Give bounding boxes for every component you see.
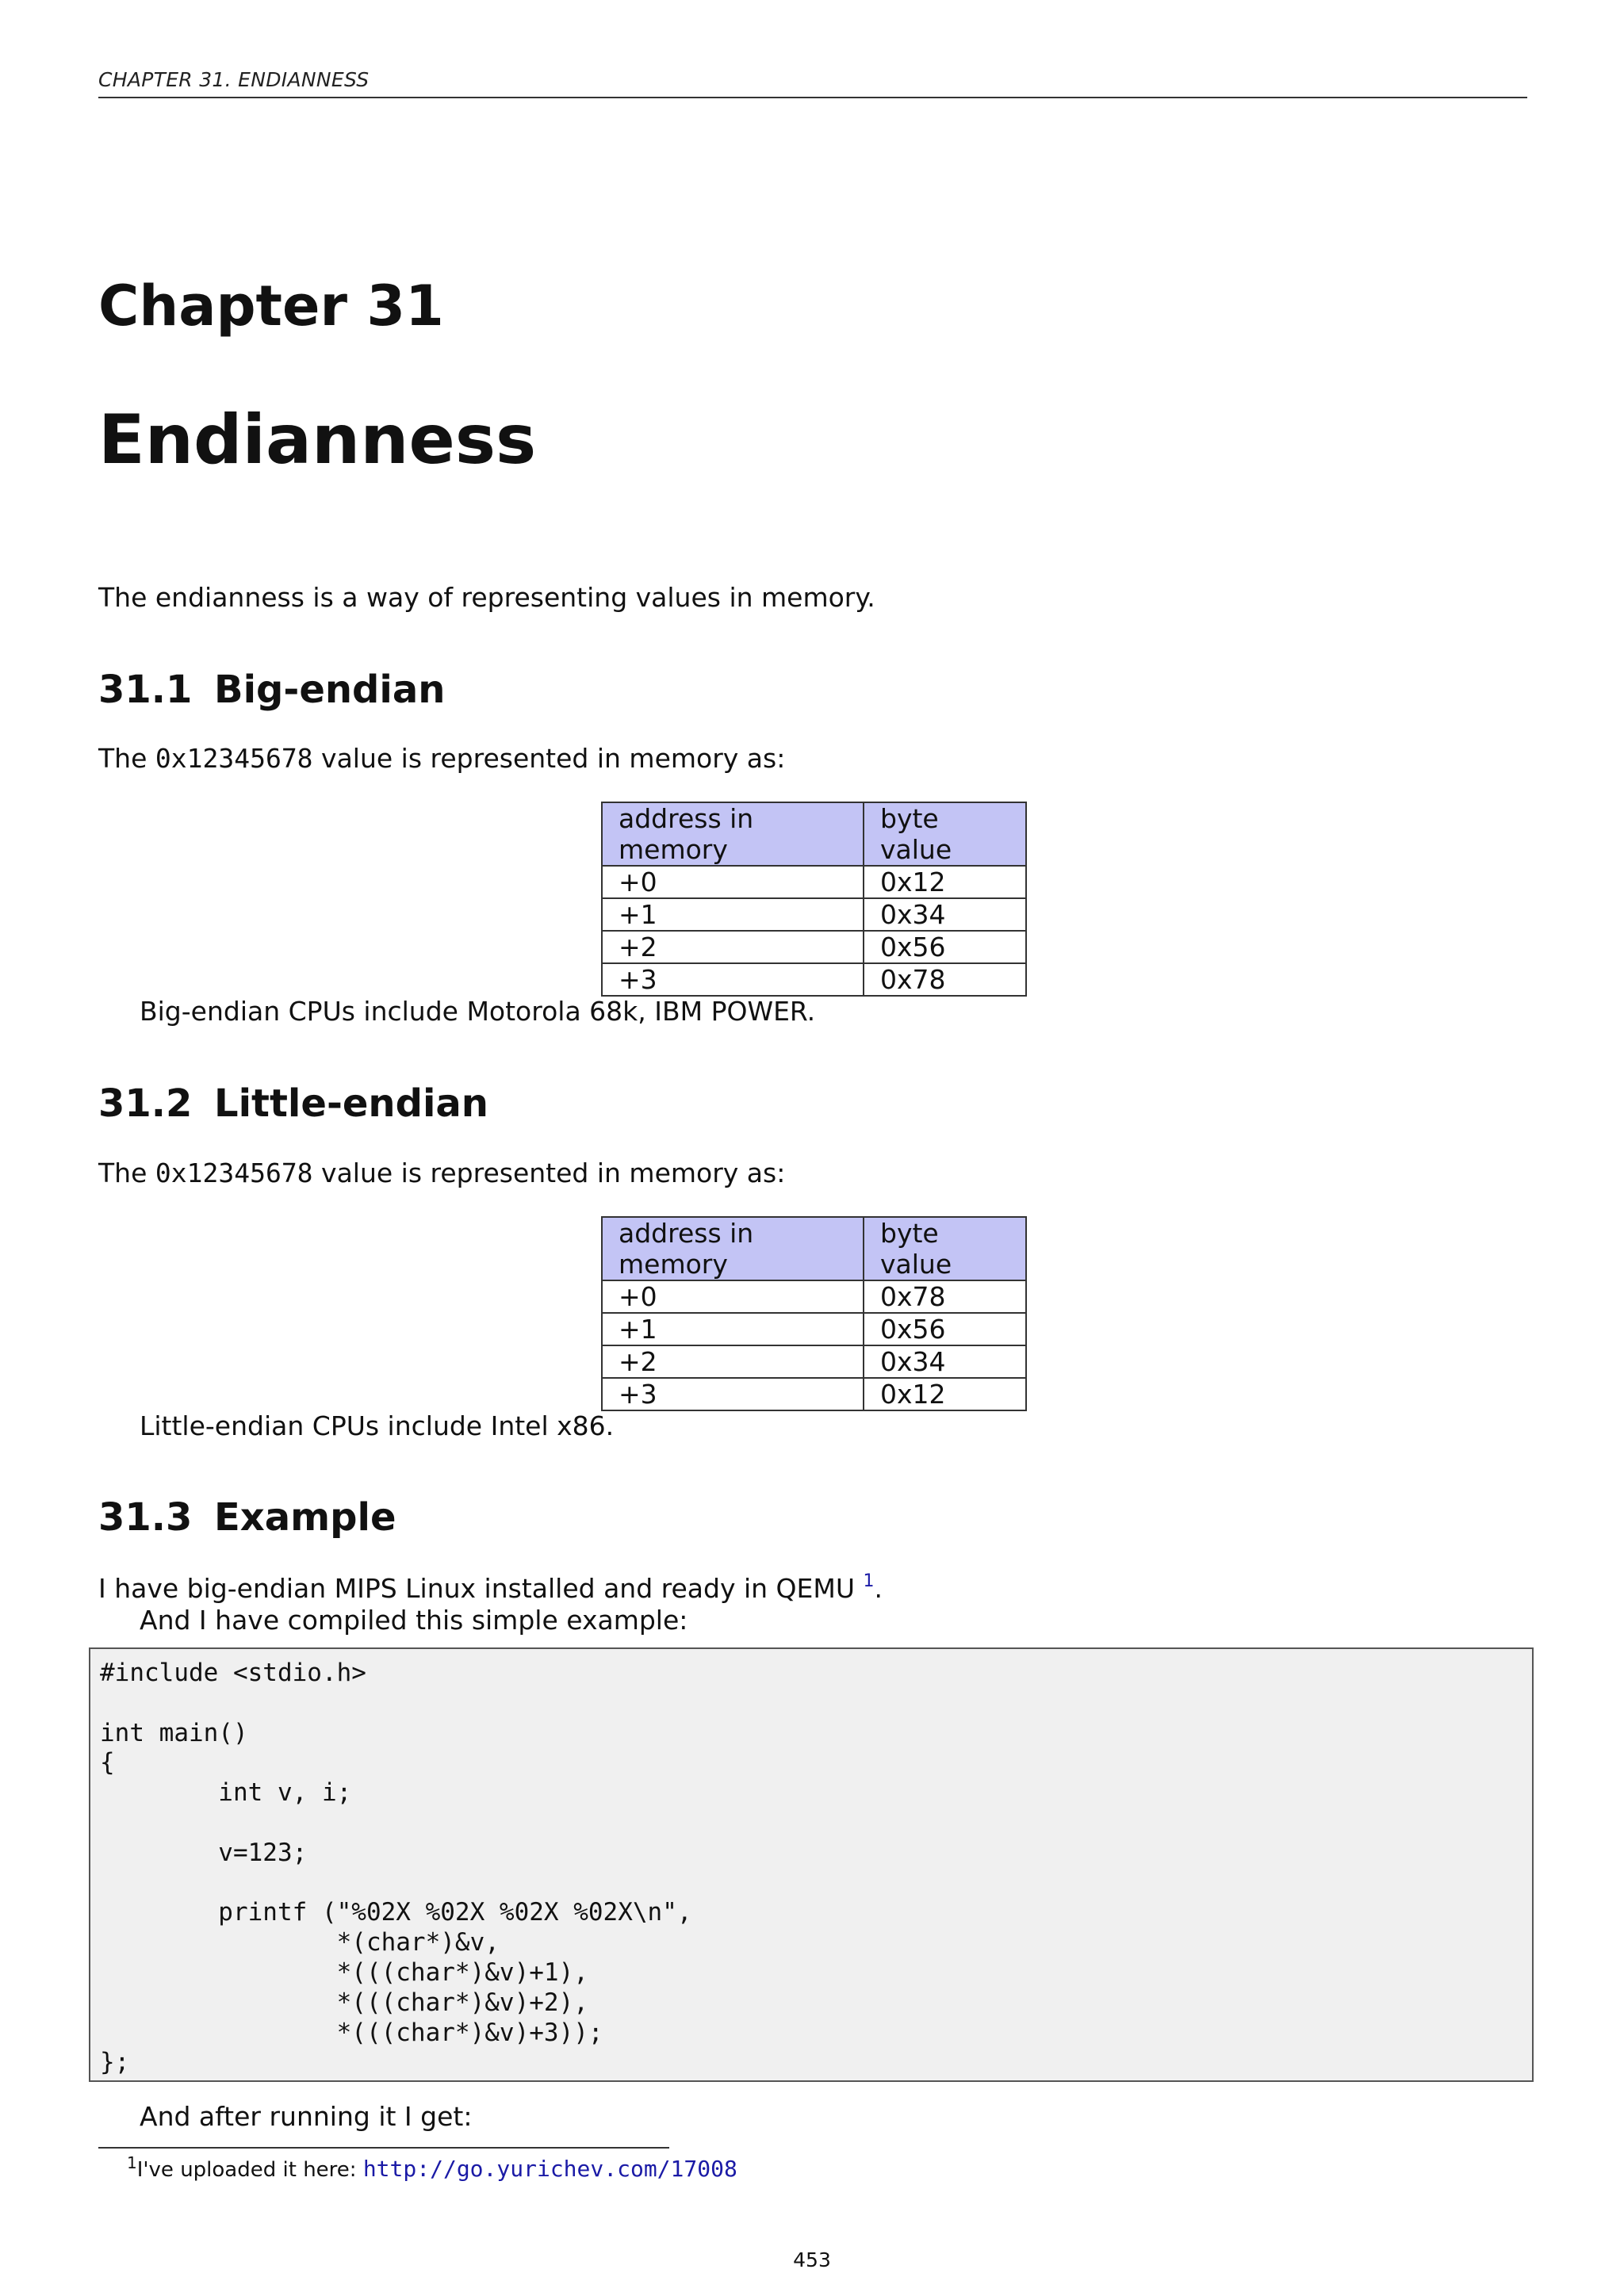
table-row <box>602 931 1026 963</box>
address-cell: +0 <box>602 1280 864 1313</box>
byte-cell: 0x34 <box>864 898 1026 931</box>
footnote-reference-link[interactable]: 1 <box>863 1571 875 1591</box>
running-header: CHAPTER 31. ENDIANNESS <box>98 68 370 91</box>
section-heading-big-endian <box>98 668 445 712</box>
example-paragraph-2: And I have compiled this simple example: <box>140 1605 688 1636</box>
table-header-row <box>602 802 1026 866</box>
table-row <box>602 1378 1026 1410</box>
byte-cell: 0x12 <box>864 866 1026 898</box>
example-text: I have big-endian MIPS Linux installed and ready in QEMU <box>98 1573 864 1604</box>
footnote-text: I've uploaded it here: <box>136 2158 363 2182</box>
table-row <box>602 866 1026 898</box>
table-header-address: address in memory <box>602 802 864 866</box>
byte-cell: 0x78 <box>864 1280 1026 1313</box>
section-heading-example <box>98 1495 396 1540</box>
address-cell: +3 <box>602 1378 864 1410</box>
big-endian-table <box>601 802 1027 997</box>
table-row <box>602 898 1026 931</box>
example-text-end: . <box>874 1573 883 1604</box>
little-endian-lead <box>98 1158 785 1188</box>
table-header-byte: byte value <box>864 1217 1026 1280</box>
table-header-row <box>602 1217 1026 1280</box>
little-endian-table <box>601 1216 1027 1411</box>
big-endian-note: Big-endian CPUs include Motorola 68k, IBM POWER. <box>140 996 816 1027</box>
example-paragraph <box>98 1571 883 1604</box>
code-text: #include <stdio.h> int main() { int v, i; v=123; printf ("%02X %02X %02X %02X\n", *(char*)&v, *(((char*)&v)+1), *(((char*)&v)+2), *(((char*)&v)+3)); }; <box>100 1659 692 2077</box>
footnote-rule <box>98 2147 669 2149</box>
lead-text: value is represented in memory as: <box>312 743 786 774</box>
footnote <box>127 2153 737 2182</box>
byte-cell: 0x78 <box>864 963 1026 996</box>
address-cell: +2 <box>602 1345 864 1378</box>
chapter-title: Endianness <box>98 400 537 480</box>
little-endian-note: Little-endian CPUs include Intel x86. <box>140 1410 615 1441</box>
after-code-paragraph: And after running it I get: <box>140 2101 473 2132</box>
address-cell: +1 <box>602 1313 864 1345</box>
section-title: Big-endian <box>214 668 446 712</box>
byte-cell: 0x56 <box>864 1313 1026 1345</box>
table-row <box>602 1313 1026 1345</box>
hex-value: 0x12345678 <box>155 743 313 774</box>
section-number: 31.1 <box>98 668 193 712</box>
intro-paragraph: The endianness is a way of representing values in memory. <box>98 582 875 613</box>
address-cell: +0 <box>602 866 864 898</box>
section-number: 31.2 <box>98 1081 193 1126</box>
lead-text: value is represented in memory as: <box>312 1158 786 1188</box>
lead-text: The <box>98 743 155 774</box>
big-endian-lead <box>98 743 785 774</box>
section-title: Little-endian <box>214 1081 488 1126</box>
table-row <box>602 963 1026 996</box>
footnote-marker: 1 <box>127 2153 137 2172</box>
byte-cell: 0x12 <box>864 1378 1026 1410</box>
section-number: 31.3 <box>98 1495 193 1540</box>
table-header-byte: byte value <box>864 802 1026 866</box>
section-heading-little-endian <box>98 1081 488 1126</box>
chapter-label: Chapter 31 <box>98 274 444 339</box>
table-row <box>602 1345 1026 1378</box>
footnote-url-link[interactable]: http://go.yurichev.com/17008 <box>362 2156 737 2182</box>
lead-text: The <box>98 1158 155 1188</box>
hex-value: 0x12345678 <box>155 1158 313 1188</box>
address-cell: +2 <box>602 931 864 963</box>
address-cell: +1 <box>602 898 864 931</box>
byte-cell: 0x56 <box>864 931 1026 963</box>
header-rule <box>98 97 1527 98</box>
code-listing <box>89 1647 1534 2082</box>
page-number: 453 <box>793 2248 831 2271</box>
section-title: Example <box>214 1495 396 1540</box>
address-cell: +3 <box>602 963 864 996</box>
table-header-address: address in memory <box>602 1217 864 1280</box>
byte-cell: 0x34 <box>864 1345 1026 1378</box>
table-row <box>602 1280 1026 1313</box>
